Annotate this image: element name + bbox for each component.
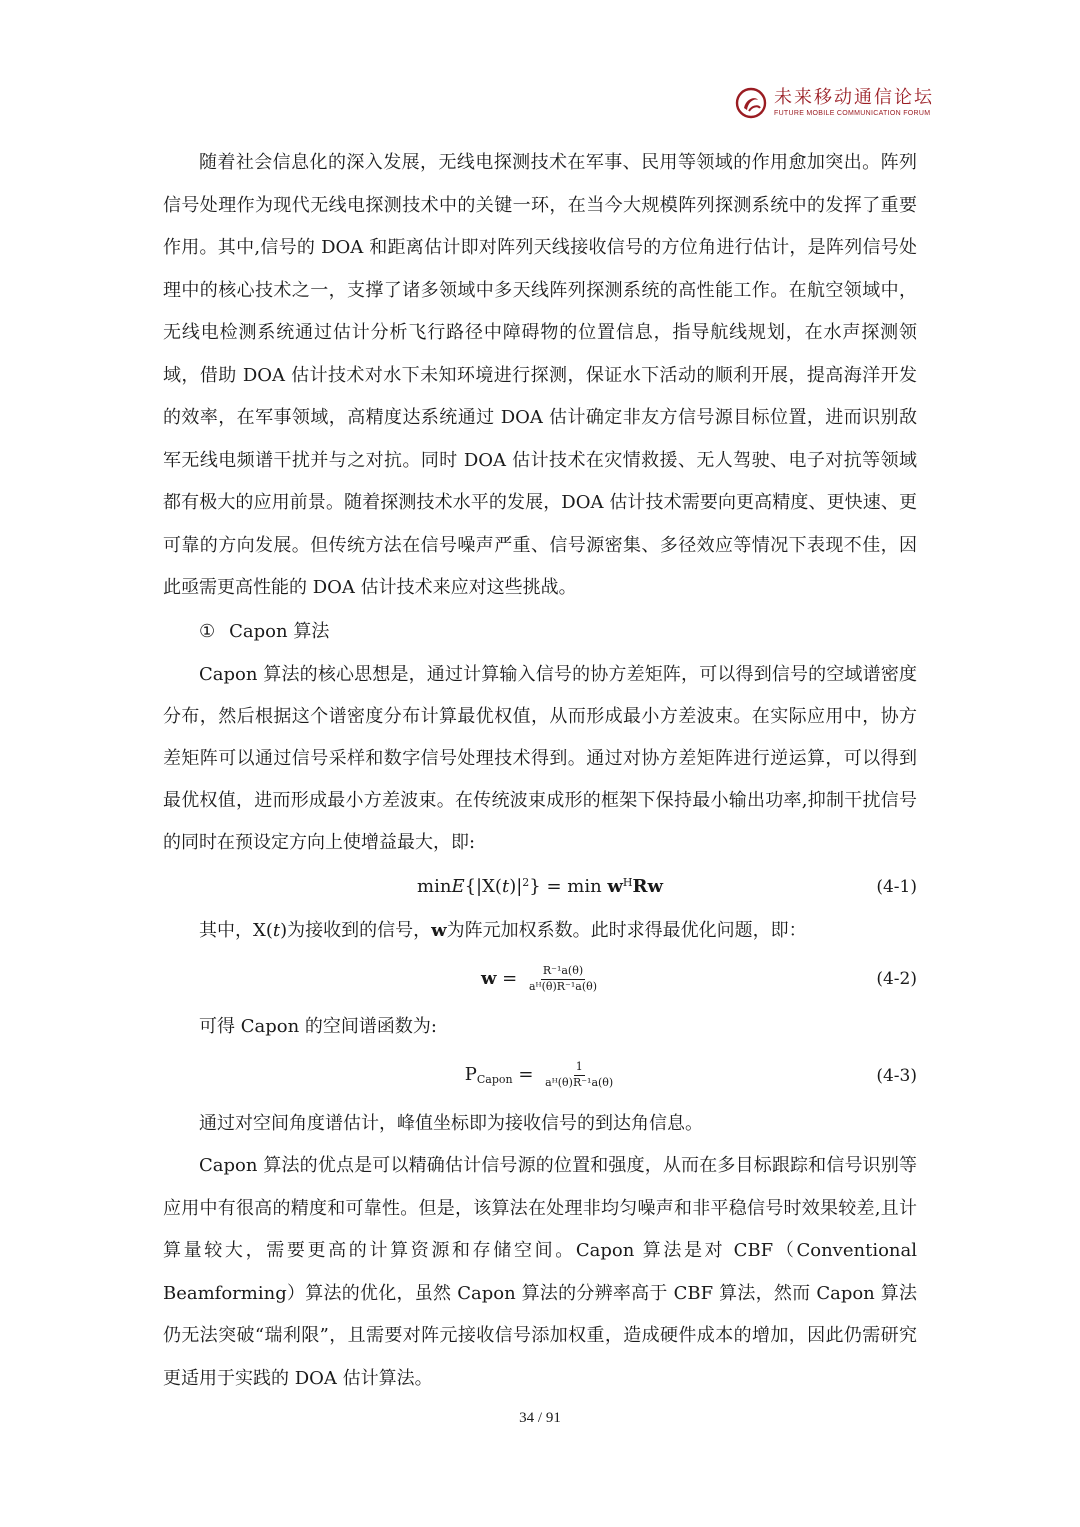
equation-4-1-body: $\min E\{|X(t)|^2\} = \min w^HRw$ bbox=[417, 876, 663, 897]
equation-4-1 bbox=[163, 864, 917, 910]
circled-number: ① bbox=[199, 620, 216, 642]
section-title: Capon 算法 bbox=[229, 620, 330, 642]
page-content bbox=[163, 142, 917, 1400]
forum-logo-icon bbox=[734, 86, 768, 120]
equation-4-3 bbox=[163, 1049, 917, 1103]
logo-chinese-text: 未来移动通信论坛 bbox=[774, 87, 934, 108]
paragraph-capon-pros-cons: Capon 算法的优点是可以精确估计信号源的位置和强度，从而在多目标跟踪和信号识别等应用中有很高的精度和可靠性。但是，该算法在处理非均匀噪声和非平稳信号时效果较差,且计算量较大，需要更高的计算资源和存储空间。Capon 算法是对 CBF（Conventional Beamforming）算法的优化，虽然 Capon 算法的分辨率高于 CBF 算法，然而 Capon 算法仍无法突破“瑞利限”，且需要对阵元接收信号添加权重，造成硬件成本的增加，因此仍需研究更适用于实践的 DOA 估计算法。 bbox=[163, 1155, 917, 1389]
paragraph-spectrum: 可得 Capon 的空间谱函数为: bbox=[199, 1016, 437, 1037]
equation-4-2 bbox=[163, 952, 917, 1006]
paragraph-intro: 随着社会信息化的深入发展，无线电探测技术在军事、民用等领域的作用愈加突出。阵列信号处理作为现代无线电探测技术中的关键一环，在当今大规模阵列探测系统中的发挥了重要作用。其中,信号的 DOA 和距离估计即对阵列天线接收信号的方位角进行估计，是阵列信号处理中的核心技术之一，支撑了诸多领域中多天线阵列探测系统的高性能工作。在航空领域中，无线电检测系统通过估计分析飞行路径中障碍物的位置信息，指导航线规划，在水声探测领域，借助 DOA 估计技术对水下未知环境进行探测，保证水下活动的顺利开展，提高海洋开发的效率，在军事领域，高精度达系统通过 DOA 估计确定非友方信号源目标位置，进而识别敌军无线电频谱干扰并与之对抗。同时 DOA 估计技术在灾情救援、无人驾驶、电子对抗等领域都有极大的应用前景。随着探测技术水平的发展，DOA 估计技术需要向更高精度、更快速、更可靠的方向发展。但传统方法在信号噪声严重、信号源密集、多径效应等情况下表现不佳，因此亟需更高性能的 DOA 估计技术来应对这些挑战。 bbox=[163, 152, 917, 598]
fraction: $\frac{1}{\text{aᴴ(θ)R⁻¹a(θ)}}$ bbox=[545, 1060, 614, 1089]
logo-english-text: FUTURE MOBILE COMMUNICATION FORUM bbox=[774, 110, 931, 117]
page-number: 34 / 91 bbox=[519, 1410, 561, 1426]
section-heading-capon bbox=[163, 610, 917, 654]
equation-label: (4-3) bbox=[876, 1065, 917, 1086]
paragraph-peak: 通过对空间角度谱估计，峰值坐标即为接收信号的到达角信息。 bbox=[199, 1112, 703, 1134]
paragraph-capon-core: Capon 算法的核心思想是，通过计算输入信号的协方差矩阵，可以得到信号的空域谱密度分布，然后根据这个谱密度分布计算最优权值，从而形成最小方差波束。在实际应用中，协方差矩阵可以通过信号采样和数字信号处理技术得到。通过对协方差矩阵进行逆运算，可以得到最优权值，进而形成最小方差波束。在传统波束成形的框架下保持最小输出功率,抑制干扰信号的同时在预设定方向上使增益最大，即: bbox=[163, 663, 917, 853]
header-logo bbox=[734, 86, 934, 120]
paragraph-where: 其中，X(t)为接收到的信号，w为阵元加权系数。此时求得最优化问题，即： bbox=[199, 919, 807, 941]
equation-4-3-body: $P_{Capon}$ = $\frac{1}{\text{aᴴ(θ)R⁻¹a(θ)}}$ bbox=[464, 1060, 614, 1089]
equation-label: (4-2) bbox=[876, 969, 917, 989]
equation-4-2-body: w = $\frac{\text{R⁻¹a(θ)}}{\text{aᴴ(θ)R⁻¹a(θ)}}$ bbox=[480, 963, 598, 993]
fraction: $\frac{\text{R⁻¹a(θ)}}{\text{aᴴ(θ)R⁻¹a(θ)}}$ bbox=[528, 963, 598, 993]
equation-label: (4-1) bbox=[876, 876, 917, 897]
